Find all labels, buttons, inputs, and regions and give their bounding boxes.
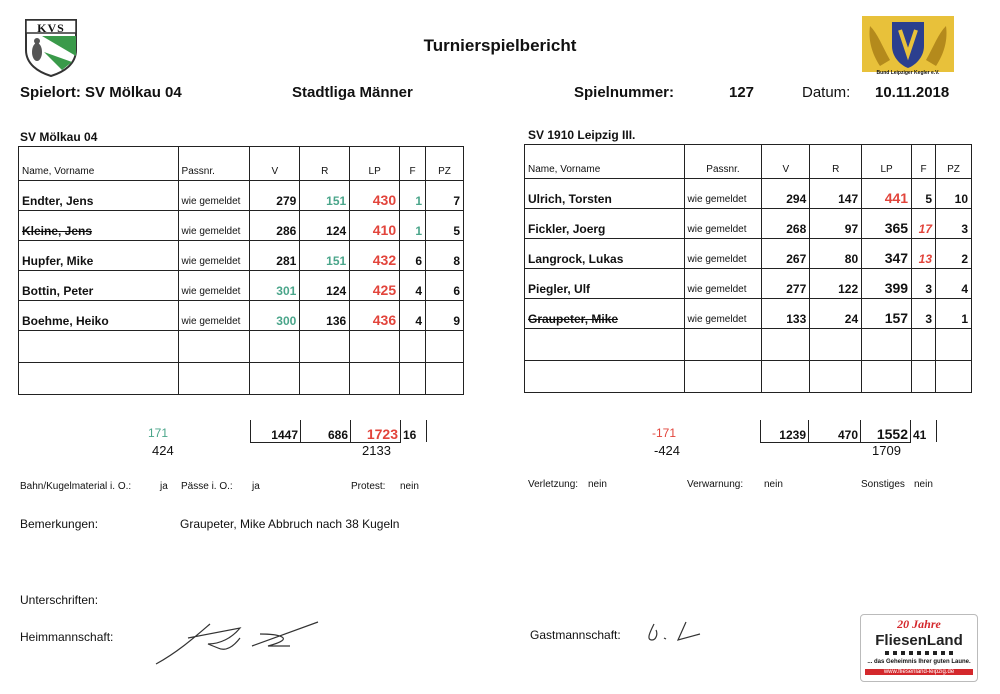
player-f: 4 xyxy=(400,271,426,301)
empty-row xyxy=(525,361,972,393)
player-v: 294 xyxy=(762,179,810,209)
player-pass: wie gemeldet xyxy=(178,301,250,331)
player-pass: wie gemeldet xyxy=(178,271,250,301)
bahn-label: Bahn/Kugelmaterial i. O.: xyxy=(20,481,132,492)
guest-total-f: 41 xyxy=(911,420,937,442)
home-total-lp: 1723 xyxy=(351,420,401,442)
crest-caption: Bund Leipziger Kegler e.V. xyxy=(876,70,940,76)
player-r: 136 xyxy=(300,301,350,331)
verletzung-label: Verletzung: xyxy=(528,479,579,490)
player-name: Piegler, Ulf xyxy=(525,269,685,299)
player-lp: 436 xyxy=(350,301,400,331)
player-pz: 7 xyxy=(426,181,464,211)
player-name: Endter, Jens xyxy=(19,181,179,211)
col-r: R xyxy=(810,145,862,179)
table-row xyxy=(19,181,464,211)
player-pz: 6 xyxy=(426,271,464,301)
col-f: F xyxy=(400,147,426,181)
home-sum-pz: 424 xyxy=(152,443,174,458)
guest-sum-pz: -424 xyxy=(654,443,681,458)
bemerkungen-text: Graupeter, Mike Abbruch nach 38 Kugeln xyxy=(180,517,400,531)
empty-row xyxy=(525,329,972,361)
player-f: 1 xyxy=(400,211,426,241)
player-f: 1 xyxy=(400,181,426,211)
player-name: Ulrich, Torsten xyxy=(525,179,685,209)
player-v: 267 xyxy=(762,239,810,269)
guest-grand-total: 1709 xyxy=(872,443,901,458)
player-v: 300 xyxy=(250,301,300,331)
player-pass: wie gemeldet xyxy=(684,269,762,299)
paesse-label: Pässe i. O.: xyxy=(181,481,233,492)
table-row xyxy=(525,239,972,269)
spielnummer-value: 127 xyxy=(729,84,755,101)
player-f: 17 xyxy=(912,209,936,239)
spielnummer-label: Spielnummer: xyxy=(574,84,675,101)
player-r: 151 xyxy=(300,241,350,271)
table-row xyxy=(19,271,464,301)
guest-total-lp: 1552 xyxy=(861,420,911,442)
player-v: 277 xyxy=(762,269,810,299)
col-f: F xyxy=(912,145,936,179)
verwarnung-value: nein xyxy=(764,479,783,490)
home-total-v: 1447 xyxy=(251,420,301,442)
home-table xyxy=(18,146,464,395)
guest-table xyxy=(524,144,972,393)
sponsor-brand: FliesenLand xyxy=(875,632,963,649)
guest-header-row xyxy=(525,145,972,179)
table-row xyxy=(19,211,464,241)
player-pz: 3 xyxy=(936,209,972,239)
guest-diff: -171 xyxy=(652,426,677,440)
home-team-name: SV Mölkau 04 xyxy=(20,130,98,144)
protest-label: Protest: xyxy=(351,481,386,492)
home-total-r: 686 xyxy=(301,420,351,442)
player-f: 6 xyxy=(400,241,426,271)
col-v: V xyxy=(762,145,810,179)
protest-value: nein xyxy=(400,481,419,492)
col-pass: Passnr. xyxy=(684,145,762,179)
table-row xyxy=(525,179,972,209)
sonstiges-value: nein xyxy=(914,479,933,490)
player-r: 147 xyxy=(810,179,862,209)
spielort-label: Spielort: xyxy=(20,84,81,101)
bemerkungen-label: Bemerkungen: xyxy=(20,517,99,531)
player-lp: 399 xyxy=(862,269,912,299)
player-f: 4 xyxy=(400,301,426,331)
player-v: 268 xyxy=(762,209,810,239)
sponsor-checker xyxy=(885,651,953,655)
player-name: Langrock, Lukas xyxy=(525,239,685,269)
datum-value: 10.11.2018 xyxy=(875,84,950,101)
player-f: 3 xyxy=(912,299,936,329)
unterschriften-label: Unterschriften: xyxy=(20,593,99,607)
player-name: Boehme, Heiko xyxy=(19,301,179,331)
guest-total-v: 1239 xyxy=(761,420,809,442)
player-f: 5 xyxy=(912,179,936,209)
col-name: Name, Vorname xyxy=(525,145,685,179)
col-lp: LP xyxy=(350,147,400,181)
verwarnung-label: Verwarnung: xyxy=(687,479,744,490)
guest-signature xyxy=(640,618,720,646)
player-pz: 8 xyxy=(426,241,464,271)
player-v: 281 xyxy=(250,241,300,271)
home-total-f: 16 xyxy=(401,420,427,442)
player-v: 301 xyxy=(250,271,300,301)
empty-row xyxy=(19,331,464,363)
home-grand-total: 2133 xyxy=(362,443,391,458)
player-pass: wie gemeldet xyxy=(684,179,762,209)
player-f: 13 xyxy=(912,239,936,269)
col-pz: PZ xyxy=(936,145,972,179)
sonstiges-label: Sonstiges xyxy=(861,479,905,490)
home-signature xyxy=(148,612,328,672)
spielort-value: SV Mölkau 04 xyxy=(85,84,182,101)
kvs-logo-text: KVS xyxy=(37,21,65,35)
guest-total-r: 470 xyxy=(809,420,861,442)
player-lp: 430 xyxy=(350,181,400,211)
table-row xyxy=(525,299,972,329)
player-pz: 2 xyxy=(936,239,972,269)
table-row xyxy=(525,209,972,239)
player-pz: 5 xyxy=(426,211,464,241)
col-pass: Passnr. xyxy=(178,147,250,181)
home-diff: 171 xyxy=(148,426,169,440)
liga: Stadtliga Männer xyxy=(292,84,413,101)
player-pass: wie gemeldet xyxy=(178,181,250,211)
sponsor-logo xyxy=(860,614,978,682)
verletzung-value: nein xyxy=(588,479,607,490)
player-f: 3 xyxy=(912,269,936,299)
player-lp: 425 xyxy=(350,271,400,301)
empty-row xyxy=(19,363,464,395)
paesse-value: ja xyxy=(252,481,260,492)
col-lp: LP xyxy=(862,145,912,179)
gast-label: Gastmannschaft: xyxy=(530,628,621,642)
player-lp: 365 xyxy=(862,209,912,239)
player-pass: wie gemeldet xyxy=(684,239,762,269)
table-row xyxy=(525,269,972,299)
player-lp: 432 xyxy=(350,241,400,271)
player-v: 286 xyxy=(250,211,300,241)
player-r: 124 xyxy=(300,271,350,301)
player-lp: 441 xyxy=(862,179,912,209)
player-pz: 9 xyxy=(426,301,464,331)
player-pass: wie gemeldet xyxy=(684,299,762,329)
player-pz: 1 xyxy=(936,299,972,329)
table-row xyxy=(19,301,464,331)
player-pass: wie gemeldet xyxy=(684,209,762,239)
sponsor-jahre: 20 Jahre xyxy=(897,617,941,631)
datum-label: Datum: xyxy=(802,84,851,101)
player-v: 133 xyxy=(762,299,810,329)
table-row xyxy=(19,241,464,271)
player-v: 279 xyxy=(250,181,300,211)
col-pz: PZ xyxy=(426,147,464,181)
col-r: R xyxy=(300,147,350,181)
player-r: 97 xyxy=(810,209,862,239)
sponsor-url: www.fliesenland-leipzig.de xyxy=(865,669,973,675)
home-header-row xyxy=(19,147,464,181)
guest-totals xyxy=(760,420,937,443)
player-r: 122 xyxy=(810,269,862,299)
player-lp: 410 xyxy=(350,211,400,241)
bahn-value: ja xyxy=(160,481,168,492)
player-name: Bottin, Peter xyxy=(19,271,179,301)
player-name: Graupeter, Mike xyxy=(525,299,685,329)
player-name: Hupfer, Mike xyxy=(19,241,179,271)
player-pz: 4 xyxy=(936,269,972,299)
player-pass: wie gemeldet xyxy=(178,241,250,271)
player-r: 24 xyxy=(810,299,862,329)
player-r: 151 xyxy=(300,181,350,211)
player-lp: 157 xyxy=(862,299,912,329)
player-name: Kleine, Jens xyxy=(19,211,179,241)
player-lp: 347 xyxy=(862,239,912,269)
page-title: Turnierspielbericht xyxy=(423,36,577,55)
spielort xyxy=(20,84,182,101)
guest-team-name: SV 1910 Leipzig III. xyxy=(528,128,636,142)
player-r: 80 xyxy=(810,239,862,269)
col-v: V xyxy=(250,147,300,181)
player-pass: wie gemeldet xyxy=(178,211,250,241)
heim-label: Heimmannschaft: xyxy=(20,630,114,644)
player-pz: 10 xyxy=(936,179,972,209)
player-name: Fickler, Joerg xyxy=(525,209,685,239)
player-r: 124 xyxy=(300,211,350,241)
home-totals xyxy=(250,420,427,443)
sponsor-slogan: ... das Geheimnis Ihrer guten Laune. xyxy=(867,659,971,665)
col-name: Name, Vorname xyxy=(19,147,179,181)
